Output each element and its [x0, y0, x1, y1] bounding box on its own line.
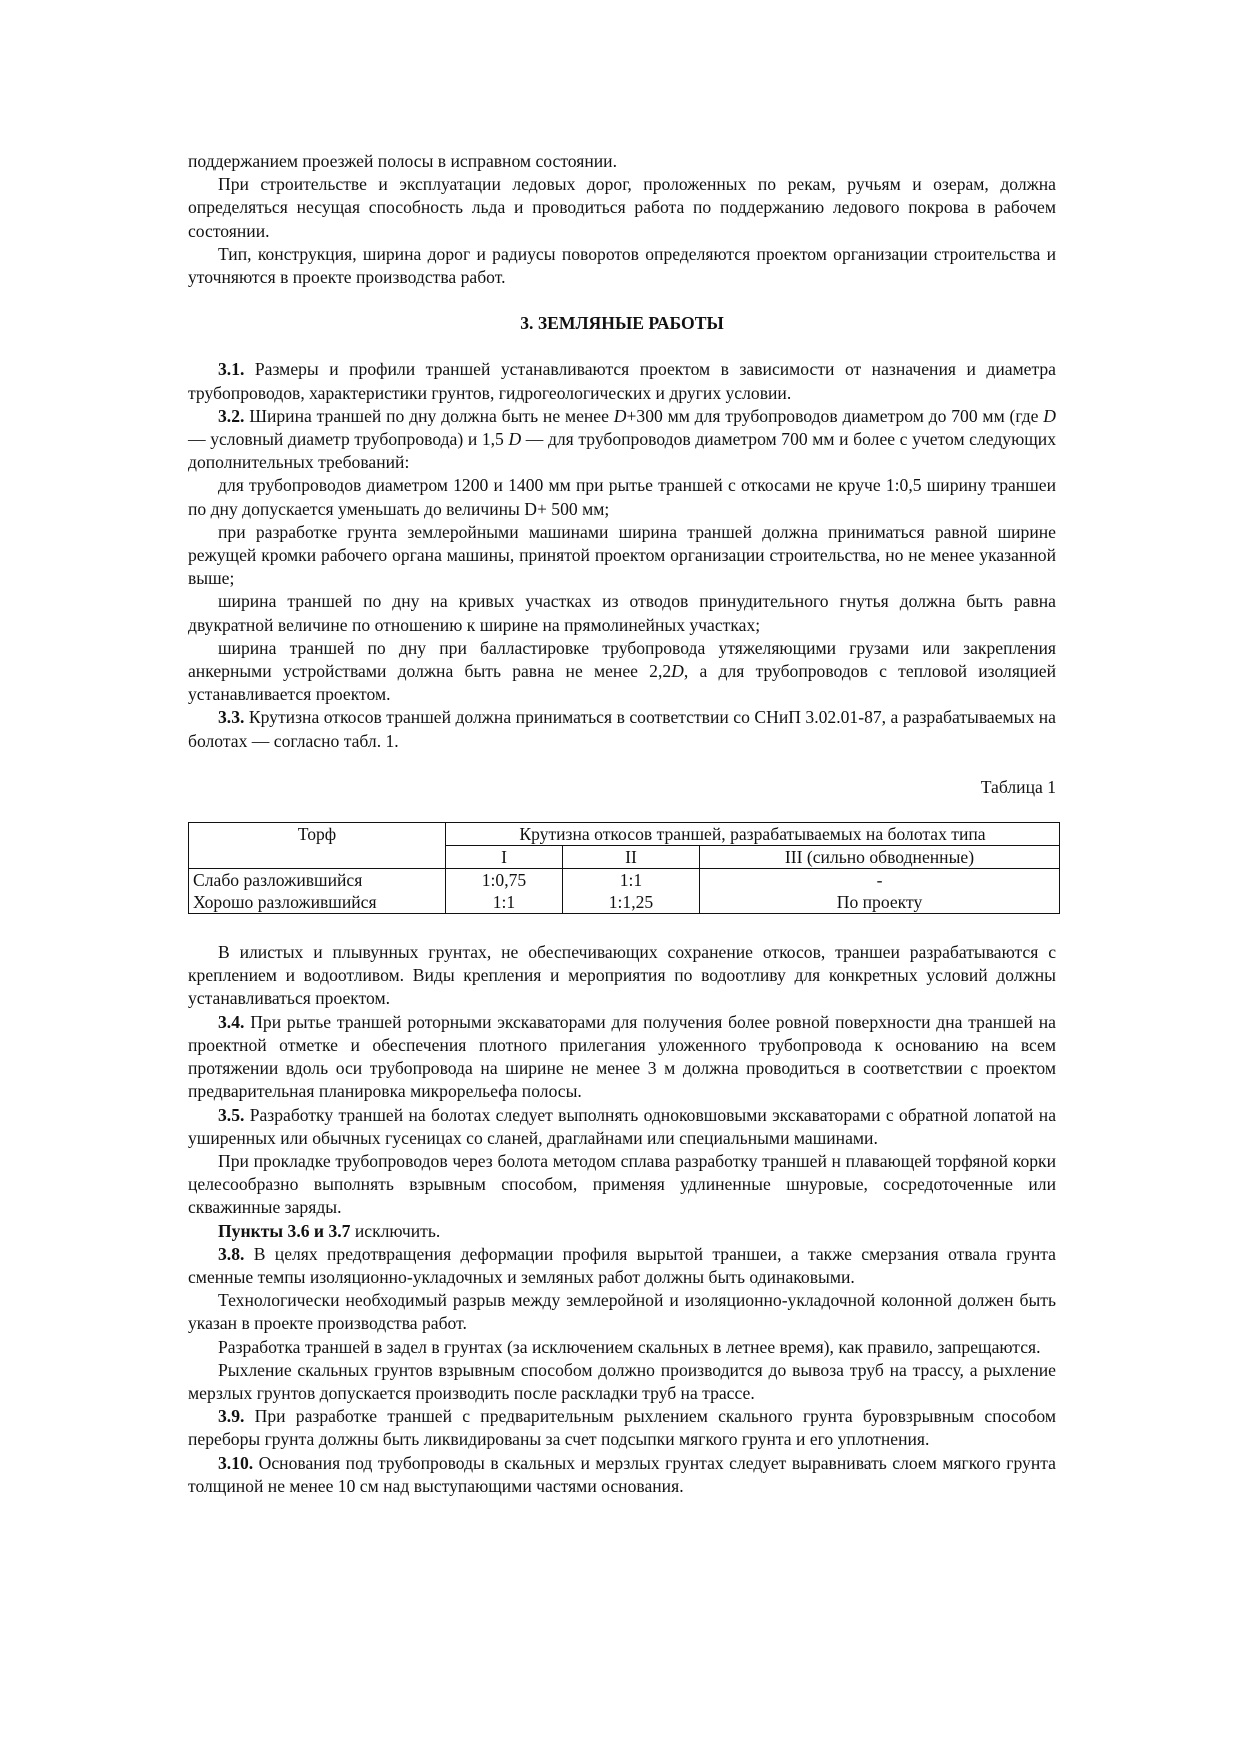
- document-page: [188, 150, 1056, 1498]
- section-heading: 3. ЗЕМЛЯНЫЕ РАБОТЫ: [520, 313, 724, 334]
- header-type-1: I: [446, 846, 563, 869]
- clause-3-10: [188, 1452, 1056, 1498]
- slope-table: [188, 822, 1060, 914]
- clause-3-9: [188, 1405, 1056, 1451]
- row-name: Хорошо разложившийся: [189, 891, 446, 914]
- clause-text: — для трубопроводов диаметром 700 мм и более с учетом следующих дополнительных требований:: [188, 429, 1056, 473]
- clause-text: При разработке траншей с предварительным рыхлением скального грунта буровзрывным способом переборы грунта должны быть ликвидированы за счет подсыпки мягкого грунта и его уплотнения.: [188, 1406, 1056, 1450]
- clause-number: 3.4.: [218, 1011, 245, 1032]
- clause-number: 3.10.: [218, 1452, 254, 1473]
- clause-3-4: [188, 1011, 1056, 1104]
- table-caption: Таблица 1: [980, 776, 1056, 797]
- cell-type-3: -: [700, 869, 1060, 892]
- clause-3-1: [188, 358, 1056, 404]
- clause-text: ширина траншей по дну при балластировке трубопровода утяжеляющими грузами или закрепления анкерными устройствами должна быть равна не менее 2,2: [188, 637, 1056, 682]
- cell-type-3: По проекту: [700, 891, 1060, 914]
- variable-d: D: [508, 429, 522, 450]
- clause-3-8-paragraph-4: Рыхление скальных грунтов взрывным способом должно производится до вывоза труб на трассу, а рыхление мерзлых грунтов допускается производить после раскладки труб на трассе.: [188, 1359, 1056, 1403]
- clause-3-2-item-1: для трубопроводов диаметром 1200 и 1400 мм при рытье траншей с откосами не круче 1:0,5 ширину траншеи по дну допускается уменьшать до величины D+ 500 мм;: [188, 475, 1056, 519]
- clause-text: — условный диаметр трубопровода) и 1,5: [188, 429, 509, 450]
- variable-d: D: [671, 661, 684, 682]
- clause-3-8-paragraph-2: Технологически необходимый разрыв между землеройной и изоляционно-укладочной колонной должен быть указан в проекте производства работ.: [188, 1290, 1056, 1334]
- clause-3-8: [188, 1243, 1056, 1289]
- clause-3-8-paragraph-3: Разработка траншей в задел в грунтах (за исключением скальных в летнее время), как правило, запрещаются.: [218, 1336, 1041, 1357]
- cell-type-2: 1:1: [563, 869, 700, 892]
- clause-number: 3.5.: [218, 1104, 245, 1125]
- clause-3-6-3-7: [188, 1220, 1056, 1243]
- clause-number: Пункты 3.6 и 3.7: [218, 1220, 351, 1241]
- row-name: Слабо разложившийся: [189, 869, 446, 892]
- clause-text: Основания под трубопроводы в скальных и мерзлых грунтах следует выравнивать слоем мягкого грунта толщиной не менее 10 см над выступающими частями основания.: [188, 1452, 1056, 1496]
- clause-3-5-paragraph-2: При прокладке трубопроводов через болота методом сплава разработку траншей н плавающей торфяной корки целесообразно выполнять взрывным способом, применяя удлиненные шнуровые, сосредоточенные или скважинные заряды.: [188, 1150, 1056, 1218]
- table-subheader-row: [189, 846, 1060, 869]
- header-type-2: II: [563, 846, 700, 869]
- table-row: [189, 869, 1060, 892]
- clause-text: Ширина траншей по дну должна быть не менее: [244, 405, 614, 426]
- clause-3-2-item-2: при разработке грунта землеройными машинами ширина траншей должна приниматься равной ширине режущей кромки рабочего органа машины, принятой проектом организации строительства, но не менее указанной выше;: [188, 521, 1056, 589]
- cell-type-2: 1:1,25: [563, 891, 700, 914]
- header-slope-group: Крутизна откосов траншей, разрабатываемых на болотах типа: [446, 823, 1060, 846]
- header-type-3: III (сильно обводненные): [700, 846, 1060, 869]
- clause-text: При рытье траншей роторными экскаваторами для получения более ровной поверхности дна траншей на проектной отметке и обеспечения плотного прилегания уложенного трубопровода к основанию на всем протяжении вдоль оси трубопровода на ширине не менее 3 м должна проводиться в соответствии с проектом предварительная планировка микрорельефа полосы.: [188, 1011, 1056, 1102]
- clause-text: Размеры и профили траншей устанавливаются проектом в зависимости от назначения и диаметра трубопроводов, характеристики грунтов, гидрогеологических и других условии.: [188, 359, 1056, 403]
- variable-d: D: [1043, 405, 1057, 426]
- clause-3-2: [188, 405, 1056, 475]
- cell-type-1: 1:0,75: [446, 869, 563, 892]
- clause-text: , а для трубопроводов с тепловой изоляцией устанавливается проектом.: [188, 661, 1056, 705]
- paragraph-intro-3: Тип, конструкция, ширина дорог и радиусы поворотов определяются проектом организации строительства и уточняются в проекте производства работ.: [188, 243, 1056, 288]
- clause-3-5: [188, 1104, 1056, 1150]
- header-peat-continued: [189, 846, 446, 869]
- clause-text: исключить.: [350, 1220, 441, 1241]
- paragraph-after-table: В илистых и плывунных грунтах, не обеспечивающих сохранение откосов, траншеи разрабатываются с креплением и водоотливом. Виды крепления и мероприятия по водоотливу для конкретных условий должны устанавливаться проектом.: [188, 942, 1056, 1009]
- clause-number: 3.9.: [218, 1406, 245, 1427]
- paragraph-intro-2: При строительстве и эксплуатации ледовых дорог, проложенных по рекам, ручьям и озерам, должна определяться несущая способность льда и проводиться работа по поддержанию ледового покрова в рабочем состоянии.: [188, 174, 1056, 241]
- clause-text: В целях предотвращения деформации профиля вырытой траншеи, а также смерзания отвала грунта сменные темпы изоляционно-укладочных и земляных работ должны быть одинаковыми.: [188, 1243, 1056, 1287]
- clause-3-2-item-4: [188, 637, 1056, 707]
- clause-number: 3.3.: [218, 707, 245, 728]
- header-peat: Торф: [189, 823, 446, 846]
- clause-text: Разработку траншей на болотах следует выполнять одноковшовыми экскаваторами с обратной лопатой на уширенных или обычных гусеницах со сланей, драглайнами или специальными машинами.: [188, 1104, 1056, 1148]
- clause-3-2-item-3: ширина траншей по дну на кривых участках из отводов принудительного гнутья должна быть равна двукратной величине по отношению к ширине на прямолинейных участках;: [188, 591, 1056, 635]
- clause-3-3: [188, 706, 1056, 752]
- clause-number: 3.2.: [218, 405, 245, 426]
- clause-text: +300 мм для трубопроводов диаметром до 700 мм (где: [626, 405, 1044, 426]
- table-header-row: [189, 823, 1060, 846]
- paragraph-intro-1: поддержанием проезжей полосы в исправном состоянии.: [188, 151, 617, 171]
- clause-number: 3.1.: [218, 359, 245, 380]
- variable-d: D: [613, 405, 627, 426]
- clause-text: Крутизна откосов траншей должна приниматься в соответствии со СНиП 3.02.01-87, а разрабатываемых на болотах — согласно табл. 1.: [188, 707, 1056, 751]
- clause-number: 3.8.: [218, 1243, 245, 1264]
- table-row: [189, 891, 1060, 914]
- cell-type-1: 1:1: [446, 891, 563, 914]
